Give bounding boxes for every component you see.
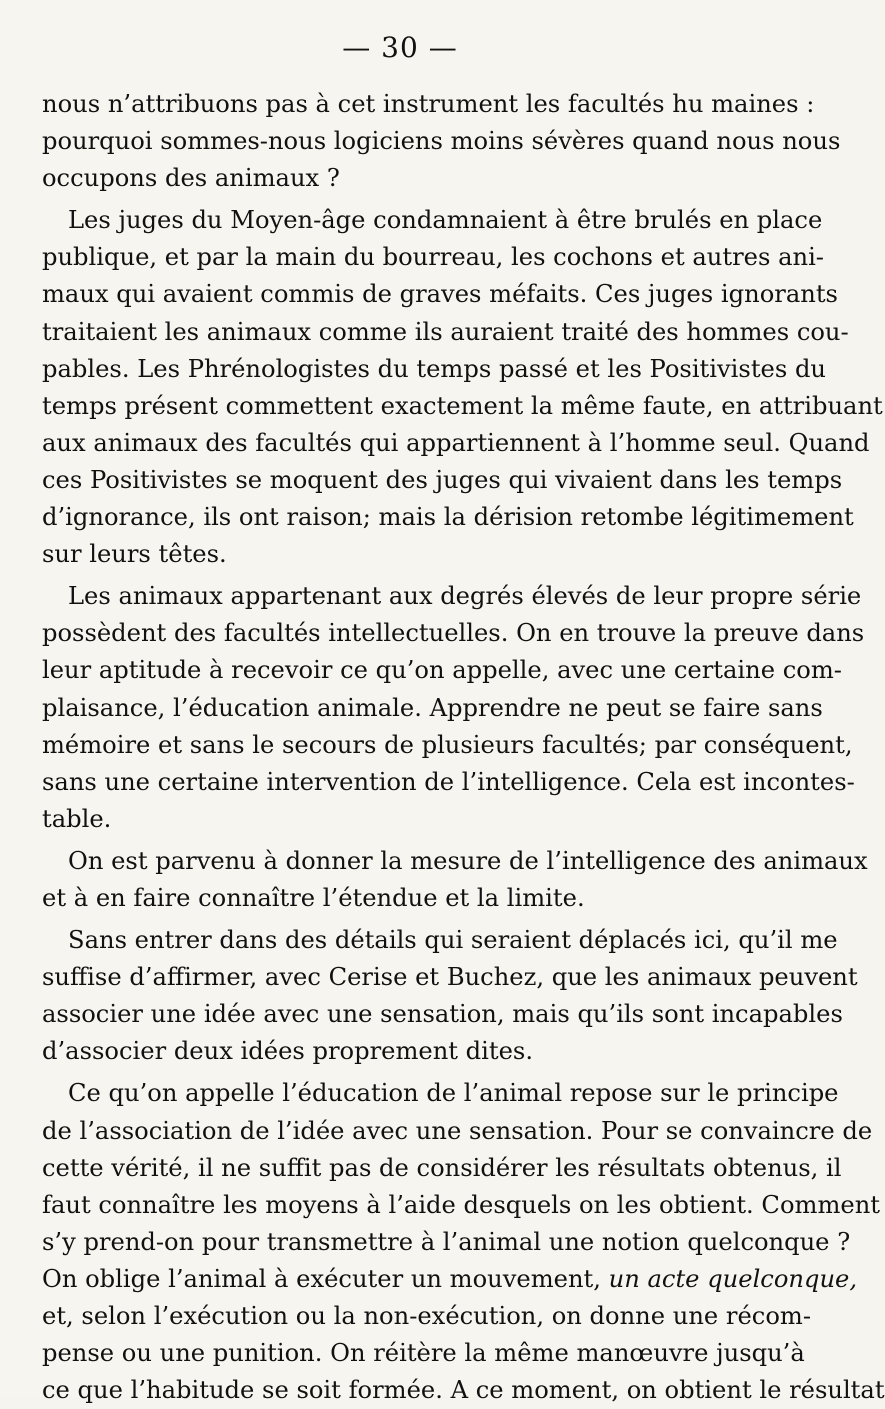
- page-number: — 30 —: [342, 31, 458, 64]
- text-line: On est parvenu à donner la mesure de l’intelligence des animaux: [68, 846, 868, 875]
- text-line: et, selon l’exécution ou la non-exécution, on donne une récom-: [42, 1302, 812, 1330]
- text-line: aux animaux des facultés qui appartiennent à l’homme seul. Quand: [42, 428, 870, 457]
- text-line: occupons des animaux ?: [42, 164, 340, 193]
- text-line: Les animaux appartenant aux degrés élevés de leur propre série: [68, 582, 862, 611]
- text-line: Sans entrer dans des détails qui seraient déplacés ici, qu’il me: [68, 926, 838, 955]
- paragraph-6: [42, 1075, 885, 1409]
- text-line: pables. Les Phrénologistes du temps passé et les Positivistes du: [42, 354, 827, 383]
- italic-phrase: un acte quelconque,: [608, 1264, 858, 1293]
- text-line: pourquoi sommes-nous logiciens moins sévères quand nous nous: [42, 127, 841, 156]
- text-line: sans une certaine intervention de l’intelligence. Cela est incontes-: [42, 767, 855, 796]
- text-line: ces Positivistes se moquent des juges qui vivaient dans les temps: [42, 465, 843, 494]
- text-line: faut connaître les moyens à l’aide desquels on les obtient. Comment: [42, 1190, 880, 1219]
- text-line: sur leurs têtes.: [42, 540, 227, 569]
- text-line: plaisance, l’éducation animale. Apprendre ne peut se faire sans: [42, 693, 823, 722]
- text-line: publique, et par la main du bourreau, les cochons et autres ani-: [42, 243, 824, 272]
- text-line: et à en faire connaître l’étendue et la limite.: [42, 883, 585, 912]
- paragraph-4: [42, 843, 868, 917]
- text-line: nous n’attribuons pas à cet instrument les facultés hu maines :: [42, 90, 815, 118]
- text-segment: On oblige l’animal à exécuter un mouvement,: [42, 1264, 609, 1293]
- text-line: possèdent des facultés intellectuelles. On en trouve la preuve dans: [42, 619, 865, 648]
- text-line: d’ignorance, ils ont raison; mais la dérision retombe légitimement: [42, 503, 854, 532]
- text-line: suffise d’affirmer, avec Cerise et Buchez, que les animaux peuvent: [42, 963, 858, 992]
- text-line: cette vérité, il ne suffit pas de considérer les résultats obtenus, il: [42, 1153, 842, 1182]
- text-line: leur aptitude à recevoir ce qu’on appelle, avec une certaine com-: [42, 656, 842, 685]
- text-line-with-italic: [42, 1261, 858, 1298]
- text-line: maux qui avaient commis de graves méfaits. Ces juges ignorants: [42, 280, 838, 309]
- paragraph-3: [42, 578, 865, 838]
- text-line: de l’association de l’idée avec une sensation. Pour se convaincre de: [42, 1116, 873, 1145]
- text-line: s’y prend-on pour transmettre à l’animal une notion quelconque ?: [42, 1227, 851, 1256]
- body-text: [42, 86, 885, 1409]
- text-line: d’associer deux idées proprement dites.: [42, 1037, 534, 1066]
- paragraph-1: [42, 86, 841, 197]
- paragraph-5: [42, 922, 858, 1070]
- text-line: temps présent commettent exactement la même faute, en attribuant: [42, 391, 883, 420]
- text-line: Ce qu’on appelle l’éducation de l’animal repose sur le principe: [68, 1079, 839, 1108]
- text-line: Les juges du Moyen-âge condamnaient à être brulés en place: [68, 206, 823, 235]
- text-line: mémoire et sans le secours de plusieurs facultés; par conséquent,: [42, 730, 853, 759]
- text-line: associer une idée avec une sensation, mais qu’ils sont incapables: [42, 1000, 843, 1029]
- text-line: pense ou une punition. On réitère la même manœuvre jusqu’à: [42, 1339, 805, 1368]
- paragraph-2: [42, 202, 883, 573]
- text-line: table.: [42, 804, 112, 833]
- text-line: ce que l’habitude se soit formée. A ce moment, on obtient le résultat: [42, 1376, 885, 1405]
- text-line: traitaient les animaux comme ils auraient traité des hommes cou-: [42, 317, 849, 346]
